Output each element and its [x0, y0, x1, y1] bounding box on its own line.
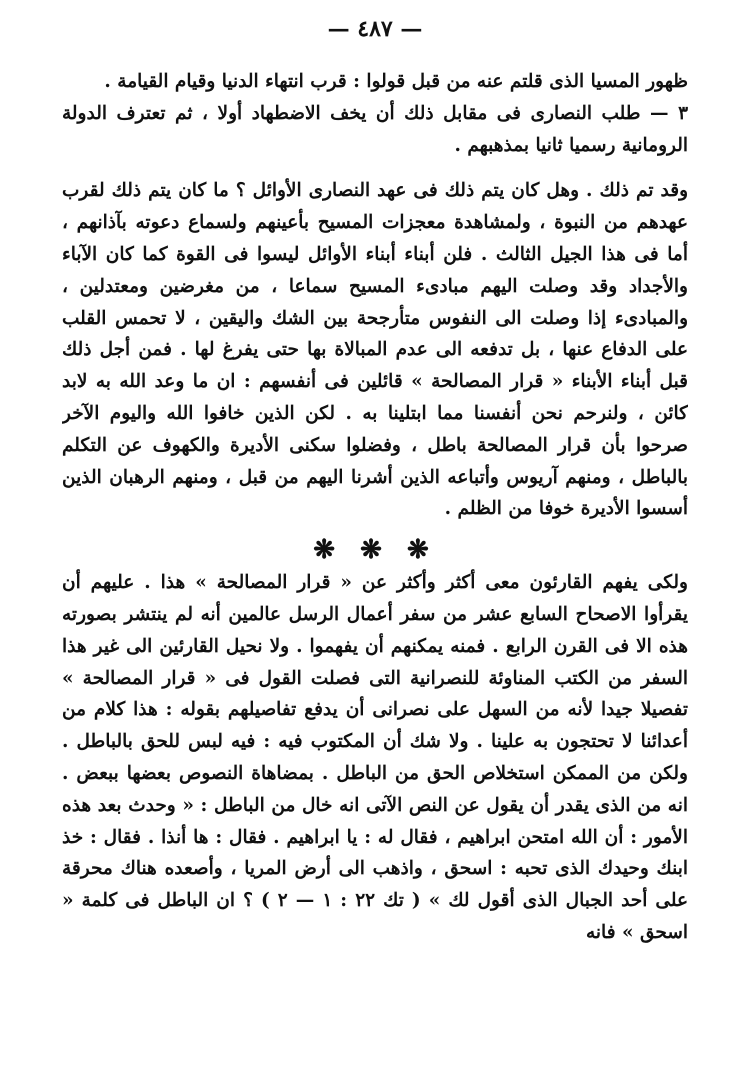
paragraph-point-three: ٣ — طلب النصارى فى مقابل ذلك أن يخف الاضطهاد أولا ، ثم تعترف الدولة الرومانية رسميا ثانيا بمذهبهم . — [62, 102, 688, 156]
book-page — [62, 12, 688, 1052]
page-number: — ٤٨٧ — — [327, 16, 423, 42]
paragraph-reconciliation: ولكى يفهم القارئون معى أكثر وأكثر عن « قرار المصالحة » هذا . عليهم أن يقرأوا الاصحاح السابع عشر من سفر أعمال الرسل عالمين أنه لم ينتشر بصورته هذه الا فى القرن الرابع . فمنه يمكنهم أن يفهموا . ولا نحيل القارئين الى غير هذا السفر من الكتب المناوئة للنصرانية التى فصلت القول فى « قرار المصالحة » تفصيلا جيدا لأنه من السهل على نصرانى أن يدفع تفاصيلهم بقوله : هذا كلام من أعدائنا لا تحتجون به علينا . ولا شك أن المكتوب فيه : فيه لبس للحق بالباطل . ولكن من الممكن استخلاص الحق من الباطل . بمضاهاة النصوص بعضها ببعض . انه من الذى يقدر أن يقول عن النص الآتى انه خال من الباطل : « وحدث بعد هذه الأمور : أن الله امتحن ابراهيم ، فقال له : يا ابراهيم . فقال : ها أنذا . فقال : خذ ابنك وحيدك الذى تحبه : اسحق ، واذهب الى أرض المريا ، وأصعده هناك محرقة على أحد الجبال الذى أقول لك » ( تك ٢٢ : ١ — ٢ ) ؟ ان الباطل فى كلمة « اسحق » فانه — [62, 572, 688, 943]
paragraph-later-generations: وقد تم ذلك . وهل كان يتم ذلك فى عهد النصارى الأوائل ؟ ما كان يتم ذلك لقرب عهدهم من النبوة ، ولمشاهدة معجزات المسيح بأعينهم ولسماع دعوته بآذانهم ، أما فى هذا الجيل الثالث . فلن أبناء أبناء الأوائل ليسوا فى القوة كما كان الآباء والأجداد وقد وصلت اليهم مبادىء المسيح سماعا ، من مغرضين ومعتدلين ، والمبادىء إذا وصلت الى النفوس متأرجحة بين الشك واليقين ، لا تحمس القلب على الدفاع عنها ، بل تدفعه الى عدم المبالاة بها حتى يفرغ لها . فمن أجل ذلك قبل أبناء الأبناء « قرار المصالحة » قائلين فى أنفسهم : ان ما وعد الله به لابد كائن ، ولنرحم نحن أنفسنا مما ابتلينا به . لكن الذين خافوا الله واليوم الآخر صرحوا بأن قرار المصالحة باطل ، وفضلوا سكنى الأديرة والكهوف عن التكلم بالباطل ، ومنهم آريوس وأتباعه الذين أشرنا اليهم من قبل ، ومنهم الرهبان الذين أسسوا الأديرة خوفا من الظلم . — [62, 180, 688, 520]
section-ornament: ❋ ❋ ❋ — [313, 535, 437, 566]
paragraph-closing: ظهور المسيا الذى قلتم عنه من قبل قولوا : قرب انتهاء الدنيا وقيام القيامة . — [104, 71, 688, 92]
